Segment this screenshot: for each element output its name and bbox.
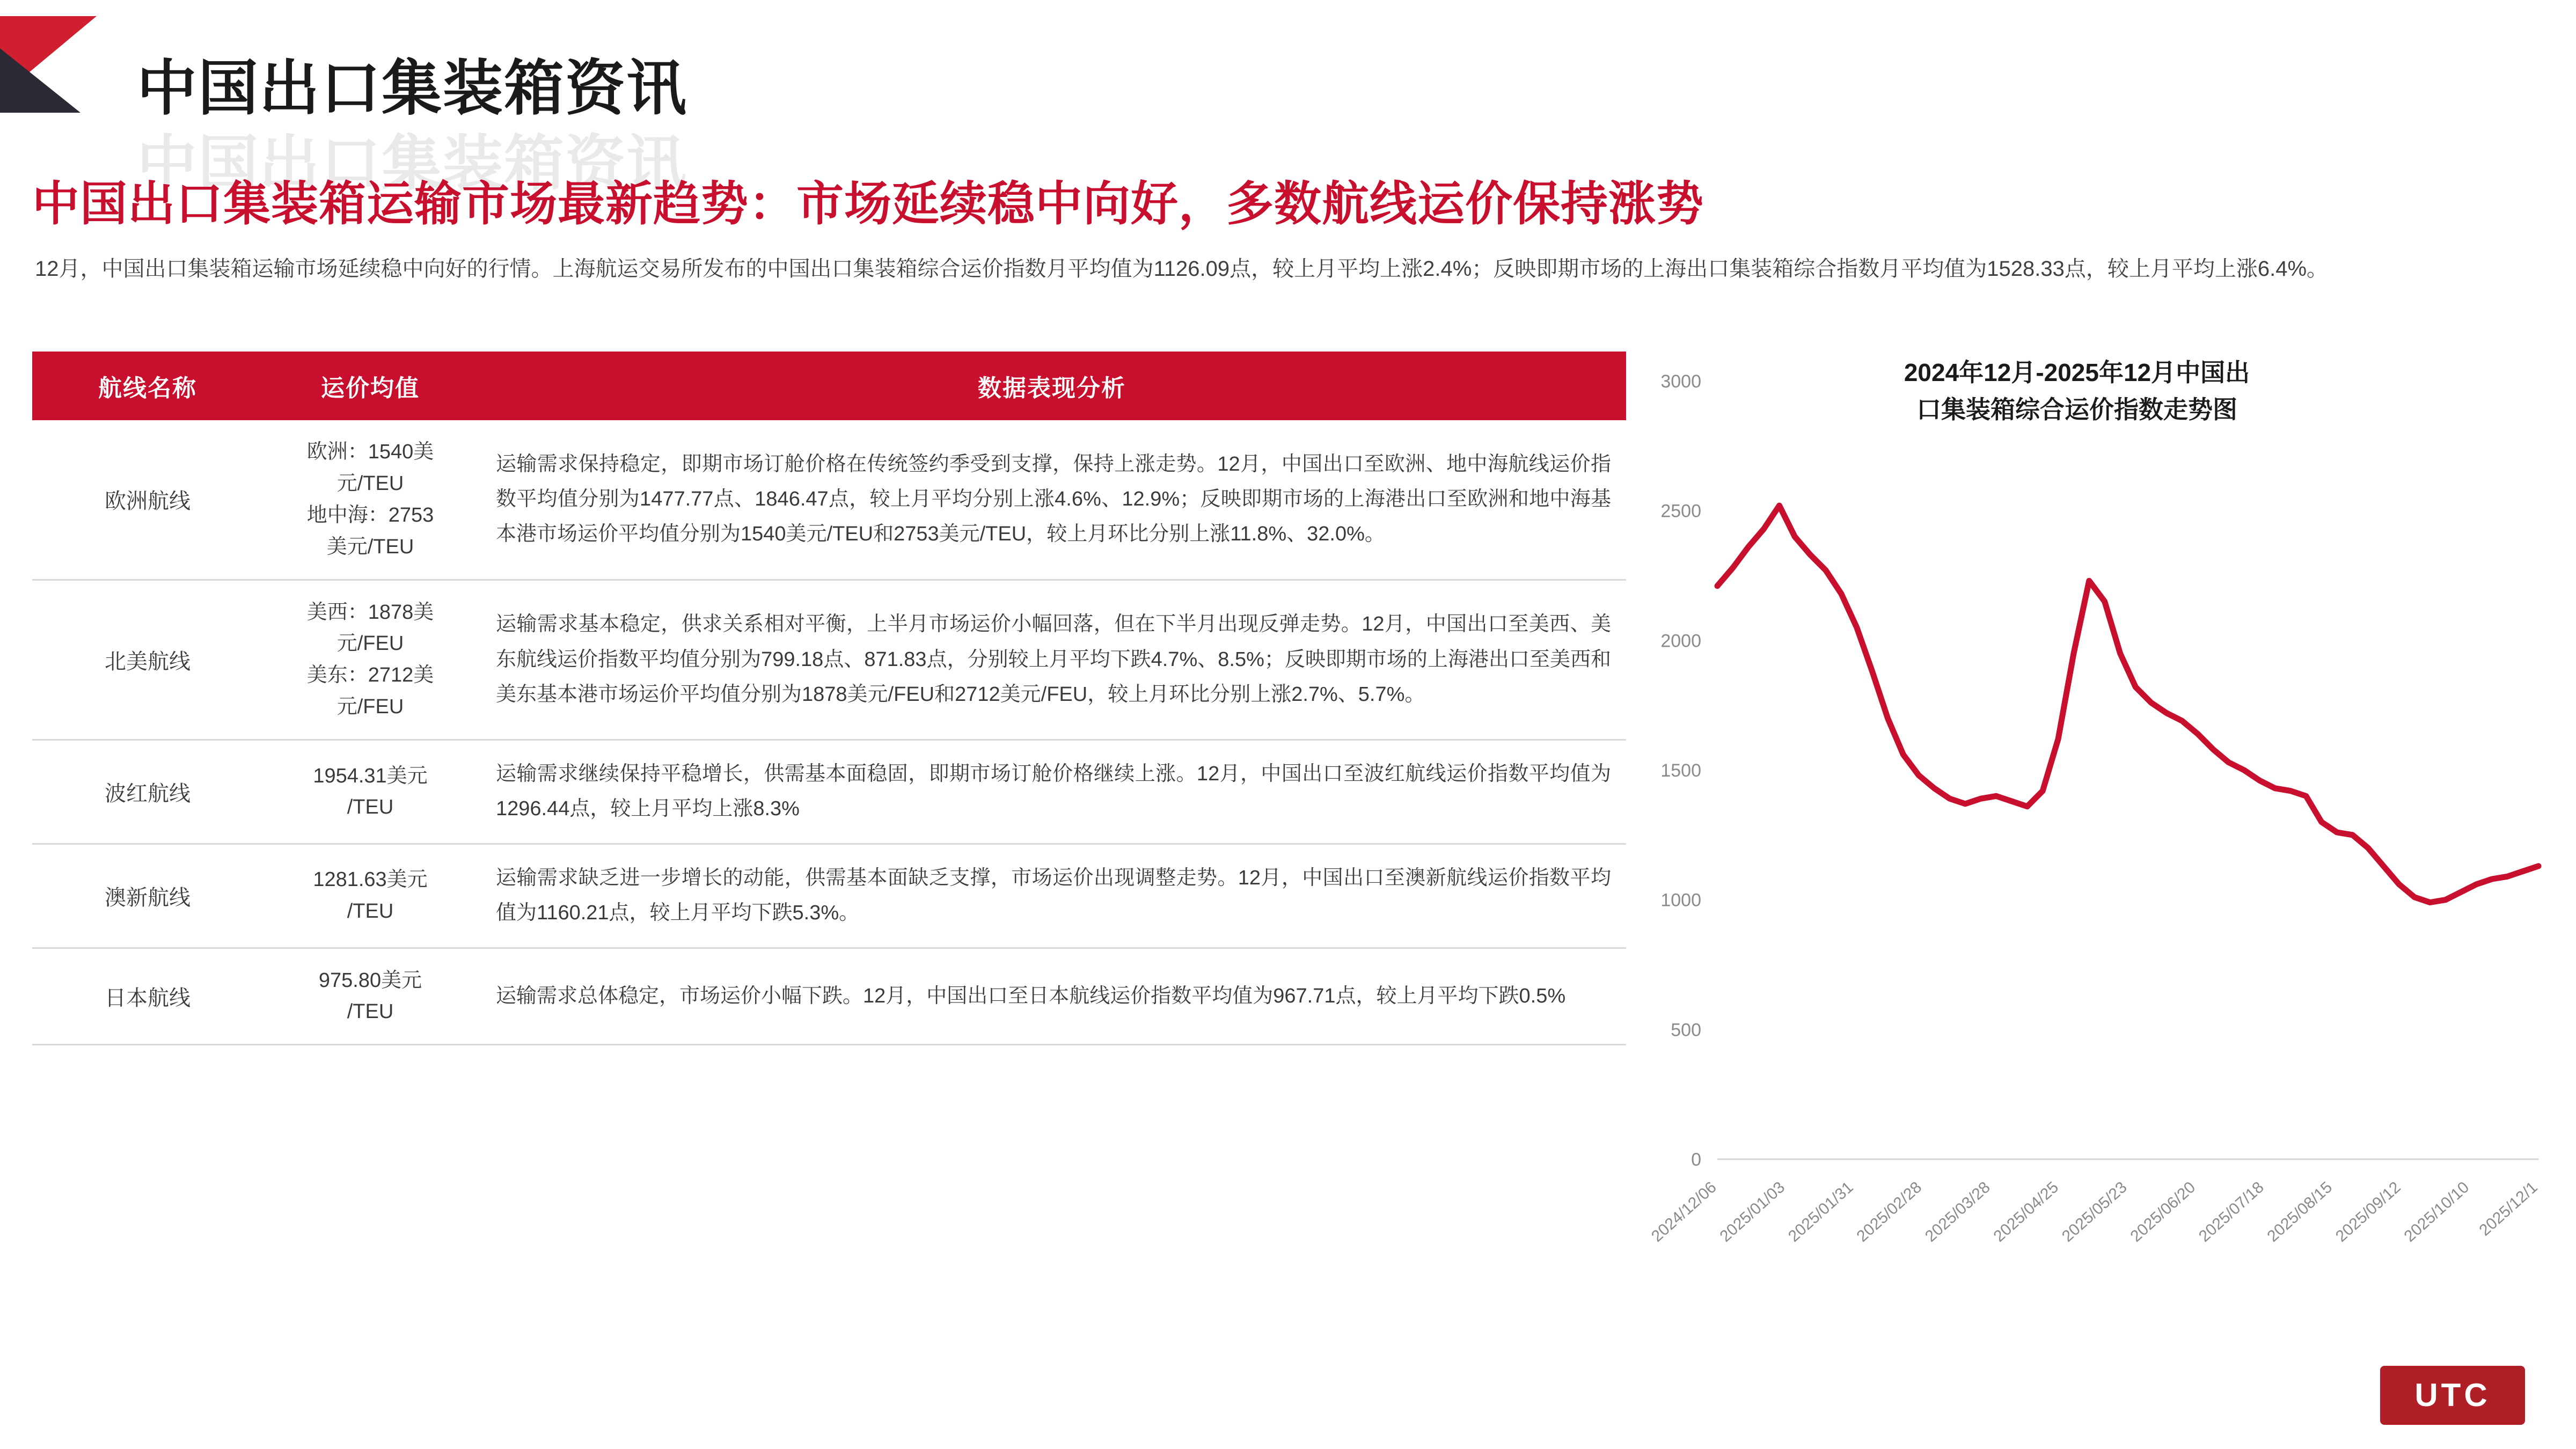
- logo-dark-triangle: [0, 48, 80, 113]
- table-row: [32, 948, 1626, 1045]
- cell-analysis-text: 运输需求保持稳定，即期市场订舱价格在传统签约季受到支撑，保持上涨走势。12月，中国出口至欧洲、地中海航线运价指数平均值分别为1477.77点、1846.47点，较上月平均分别上涨4.6%、12.9%；反映即期市场的上海港出口至欧洲和地中海基本港市场运价平均值分别为1540美元/TEU和2753美元/TEU，较上月环比分别上涨11.8%、32.0%。: [478, 420, 1626, 580]
- cell-analysis-text: 运输需求总体稳定，市场运价小幅下跌。12月，中国出口至日本航线运价指数平均值为967.71点，较上月平均下跌0.5%: [478, 948, 1626, 1045]
- y-axis-tick-label: 0: [1691, 1150, 1701, 1170]
- rate-line: 元/FEU: [336, 632, 404, 655]
- routes-table-container: [32, 352, 1626, 1045]
- cell-rate-value: [263, 844, 478, 948]
- rate-line: 美西：1878美: [306, 601, 434, 624]
- routes-table: [32, 352, 1626, 1045]
- intro-paragraph: 12月，中国出口集装箱运输市场延续稳中向好的行情。上海航运交易所发布的中国出口集装箱综合运价指数月平均值为1126.09点，较上月平均上涨2.4%；反映即期市场的上海出口集装箱综合指数月平均值为1528.33点，较上月平均上涨6.4%。: [35, 257, 2329, 281]
- y-axis-tick-label: 2000: [1660, 631, 1701, 652]
- x-axis-tick-label: 2025/06/20: [2127, 1178, 2199, 1246]
- table-row: [32, 420, 1626, 580]
- cell-route-name: 波红航线: [32, 740, 263, 844]
- cell-rate-value: [263, 740, 478, 844]
- brand-logo-icon: [0, 16, 107, 140]
- cell-rate-value: [263, 948, 478, 1045]
- x-axis-tick-label: 2025/09/12: [2332, 1178, 2404, 1246]
- rate-line: 元/TEU: [336, 472, 404, 495]
- column-header-analysis: 数据表现分析: [478, 352, 1626, 420]
- x-axis-tick-label: 2025/10/10: [2401, 1178, 2473, 1246]
- rate-line: 元/FEU: [336, 696, 404, 719]
- y-axis-tick-label: 1000: [1660, 890, 1701, 911]
- rate-line: 1954.31美元: [313, 764, 428, 787]
- table-row: [32, 580, 1626, 740]
- rate-line: 地中海：2753: [306, 503, 434, 526]
- y-axis-tick-label: 2500: [1660, 501, 1701, 522]
- cell-analysis-text: 运输需求继续保持平稳增长，供需基本面稳固，即期市场订舱价格继续上涨。12月，中国出口至波红航线运价指数平均值为1296.44点，较上月平均上涨8.3%: [478, 740, 1626, 844]
- y-axis-tick-label: 3000: [1660, 371, 1701, 392]
- page-title: 中国出口集装箱运输市场最新趋势：市场延续稳中向好，多数航线运价保持涨势: [32, 177, 1704, 230]
- chart-series-line: [1717, 506, 2538, 903]
- table-row: [32, 844, 1626, 948]
- cell-rate-value: [263, 420, 478, 580]
- cell-analysis-text: 运输需求基本稳定，供求关系相对平衡，上半月市场运价小幅回落，但在下半月出现反弹走势。12月，中国出口至美西、美东航线运价指数平均值分别为799.18点、871.83点，分别较上月平均下跌4.7%、8.5%；反映即期市场的上海港出口至美西和美东基本港市场运价平均值分别为1878美元/FEU和2712美元/FEU，较上月环比分别上涨2.7%、5.7%。: [478, 580, 1626, 740]
- rate-line: /TEU: [347, 796, 394, 819]
- rate-line: 美元/TEU: [326, 535, 414, 558]
- cell-route-name: 日本航线: [32, 948, 263, 1045]
- cell-route-name: 澳新航线: [32, 844, 263, 948]
- x-axis-tick-label: 2025/04/25: [1990, 1178, 2062, 1246]
- x-axis-tick-label: 2025/02/28: [1853, 1178, 1926, 1246]
- x-axis-tick-label: 2025/12/1: [2476, 1178, 2541, 1240]
- rate-line: /TEU: [347, 1000, 394, 1023]
- column-header-route: 航线名称: [32, 352, 263, 420]
- index-trend-line-chart: [1610, 322, 2555, 1411]
- cell-analysis-text: 运输需求缺乏进一步增长的动能，供需基本面缺乏支撑，市场运价出现调整走势。12月，中国出口至澳新航线运价指数平均值为1160.21点，较上月平均下跌5.3%。: [478, 844, 1626, 948]
- cell-route-name: 北美航线: [32, 580, 263, 740]
- brand-title: 中国出口集装箱资讯: [137, 55, 687, 122]
- table-row: [32, 740, 1626, 844]
- x-axis-tick-label: 2025/07/18: [2196, 1178, 2267, 1246]
- chart-panel: [1610, 322, 2555, 1411]
- y-axis-tick-label: 500: [1671, 1020, 1701, 1041]
- table-header-row: [32, 352, 1626, 420]
- x-axis-tick-label: 2025/03/28: [1922, 1178, 1994, 1246]
- y-axis-tick-label: 1500: [1660, 760, 1701, 781]
- x-axis-tick-label: 2025/05/23: [2059, 1178, 2131, 1246]
- rate-line: 1281.63美元: [313, 868, 428, 891]
- x-axis-tick-label: 2025/08/15: [2264, 1178, 2336, 1246]
- chart-title: 2024年12月-2025年12月中国出 口集装箱综合运价指数走势图: [1904, 358, 2250, 423]
- rate-line: /TEU: [347, 900, 394, 923]
- x-axis-tick-label: 2025/01/31: [1785, 1178, 1857, 1246]
- utc-logo-text: UTC: [2414, 1377, 2491, 1413]
- rate-line: 975.80美元: [318, 969, 422, 992]
- rate-line: 美东：2712美: [306, 664, 434, 687]
- column-header-rate: 运价均值: [263, 352, 478, 420]
- page-header: [0, 0, 2576, 197]
- cell-rate-value: [263, 580, 478, 740]
- x-axis-tick-label: 2024/12/06: [1648, 1178, 1720, 1246]
- x-axis-tick-label: 2025/01/03: [1716, 1178, 1789, 1246]
- utc-logo: [2380, 1366, 2525, 1425]
- brand-title-shadow: 中国出口集装箱资讯: [137, 130, 687, 197]
- cell-route-name: 欧洲航线: [32, 420, 263, 580]
- rate-line: 欧洲：1540美: [306, 441, 434, 463]
